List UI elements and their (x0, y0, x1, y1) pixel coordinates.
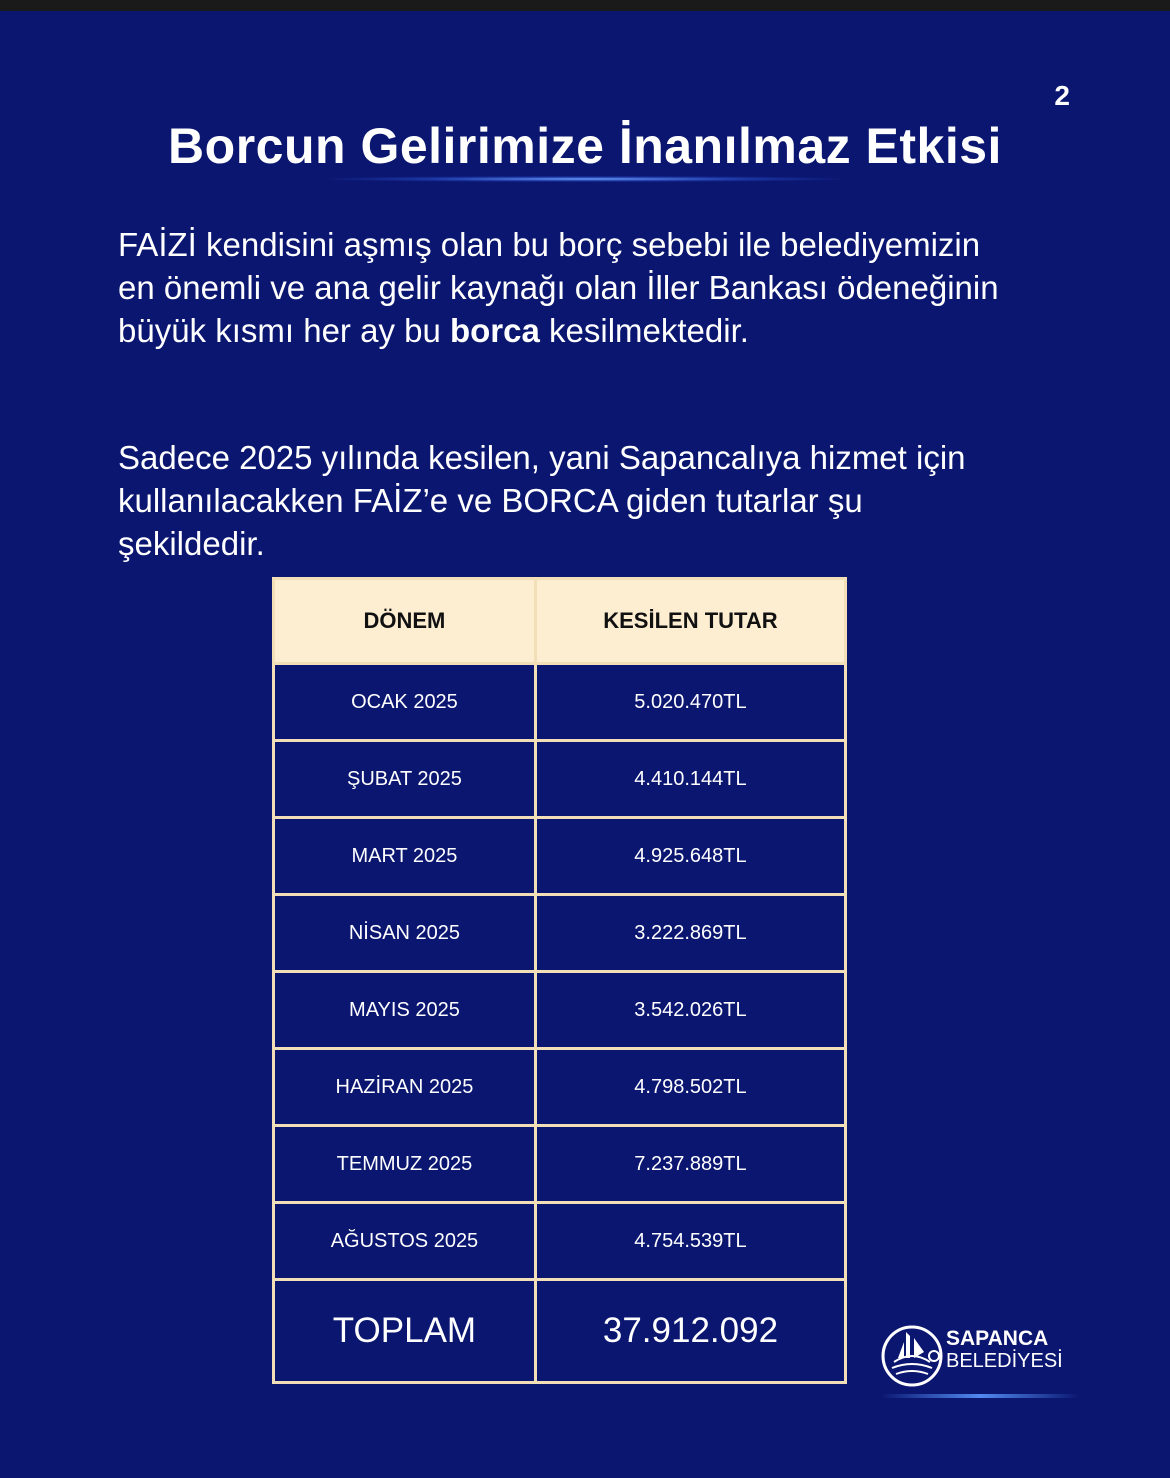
title-underline-glow (330, 176, 840, 182)
period-cell: TEMMUZ 2025 (274, 1126, 536, 1203)
period-cell: HAZİRAN 2025 (274, 1049, 536, 1126)
amount-cell: 3.222.869TL (535, 895, 845, 972)
amount-cell: 4.410.144TL (535, 741, 845, 818)
intro-text-bold: borca (449, 312, 540, 349)
header-period: DÖNEM (274, 579, 536, 664)
period-cell: OCAK 2025 (274, 664, 536, 741)
logo-line-2: BELEDİYESİ (946, 1350, 1063, 1372)
sapanca-emblem-icon (880, 1322, 944, 1388)
total-label: TOPLAM (274, 1280, 536, 1383)
amount-cell: 4.925.648TL (535, 818, 845, 895)
amounts-paragraph: Sadece 2025 yılında kesilen, yani Sapancalıya hizmet için kullanılacakken FAİZ’e ve BORCA giden tutarlar şu şekildedir. (118, 439, 966, 562)
intro-paragraph (118, 223, 1018, 352)
period-cell: NİSAN 2025 (274, 895, 536, 972)
period-cell: ŞUBAT 2025 (274, 741, 536, 818)
period-cell: MAYIS 2025 (274, 972, 536, 1049)
logo-wordmark (946, 1328, 1063, 1372)
table-row (274, 741, 846, 818)
municipality-logo (880, 1320, 1080, 1400)
table-row (274, 972, 846, 1049)
page-title: Borcun Gelirimize İnanılmaz Etkisi (168, 118, 1002, 174)
table-row (274, 1049, 846, 1126)
total-row (274, 1280, 846, 1383)
amount-cell: 4.798.502TL (535, 1049, 845, 1126)
table-row (274, 895, 846, 972)
header-amount: KESİLEN TUTAR (535, 579, 845, 664)
table-row (274, 664, 846, 741)
deduction-table (272, 577, 847, 1384)
amount-cell: 7.237.889TL (535, 1126, 845, 1203)
table-header-row (274, 579, 846, 664)
amount-cell: 3.542.026TL (535, 972, 845, 1049)
logo-line-1: SAPANCA (946, 1327, 1049, 1350)
intro-text-end: kesilmektedir. (539, 312, 749, 349)
period-cell: MART 2025 (274, 818, 536, 895)
page-number: 2 (1054, 80, 1070, 111)
logo-underline-glow (880, 1394, 1080, 1398)
amount-cell: 5.020.470TL (535, 664, 845, 741)
period-cell: AĞUSTOS 2025 (274, 1203, 536, 1280)
amount-cell: 4.754.539TL (535, 1203, 845, 1280)
top-bar (0, 0, 1170, 11)
table-row (274, 1126, 846, 1203)
intro-text-start: FAİZİ kendisini aşmış olan bu borç sebebi ile belediyemizin en önemli ve ana gelir kaynağı olan İller Bankası ödeneğinin büyük kısmı her ay bu (118, 226, 999, 349)
table-row (274, 818, 846, 895)
total-value: 37.912.092 (535, 1280, 845, 1383)
table-row (274, 1203, 846, 1280)
